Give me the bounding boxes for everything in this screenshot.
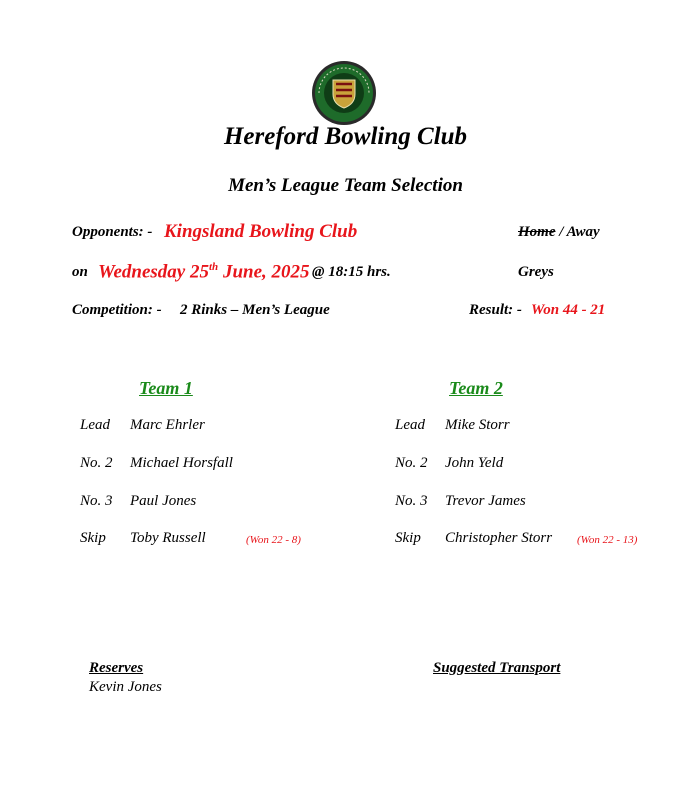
team-1-player-1 bbox=[80, 417, 205, 434]
reserve-name: Kevin Jones bbox=[89, 679, 162, 695]
home-away bbox=[518, 224, 600, 241]
team-2-player-4 bbox=[395, 530, 552, 547]
club-crest-icon bbox=[311, 60, 377, 126]
transport-title: Suggested Transport bbox=[433, 660, 561, 676]
match-result: Won 44 - 21 bbox=[531, 302, 606, 318]
player-name: Marc Ehrler bbox=[130, 417, 205, 433]
team-1-player-3 bbox=[80, 493, 196, 510]
player-position: Skip bbox=[80, 530, 106, 546]
match-time: @ 18:15 hrs. bbox=[312, 264, 391, 280]
team-1-player-2 bbox=[80, 455, 233, 472]
team-2-result: (Won 22 - 13) bbox=[577, 534, 638, 546]
player-position: No. 3 bbox=[395, 493, 428, 509]
player-name: John Yeld bbox=[445, 455, 504, 471]
team-1-result: (Won 22 - 8) bbox=[246, 534, 301, 546]
team-1-player-4 bbox=[80, 530, 206, 547]
player-position: No. 2 bbox=[80, 455, 113, 471]
dress-code: Greys bbox=[518, 264, 554, 280]
player-position: Lead bbox=[395, 417, 425, 433]
reserves-title: Reserves bbox=[89, 660, 144, 676]
opponents-name: Kingsland Bowling Club bbox=[164, 221, 358, 242]
team-2-player-1 bbox=[395, 417, 510, 434]
result-label: Result: - bbox=[469, 302, 522, 318]
team-2-title: Team 2 bbox=[449, 378, 503, 398]
competition-name: 2 Rinks – Men’s League bbox=[180, 302, 330, 318]
player-position: No. 3 bbox=[80, 493, 113, 509]
player-position: Lead bbox=[80, 417, 110, 433]
player-name: Trevor James bbox=[445, 493, 526, 509]
away-label: / Away bbox=[559, 224, 600, 240]
date-prefix: Wednesday 25 bbox=[98, 261, 209, 283]
player-position: Skip bbox=[395, 530, 421, 546]
competition-label: Competition: - bbox=[72, 302, 162, 318]
player-name: Mike Storr bbox=[445, 417, 510, 433]
player-name: Christopher Storr bbox=[445, 530, 553, 546]
home-label: Home bbox=[518, 224, 556, 240]
player-name: Michael Horsfall bbox=[130, 455, 233, 471]
team-2-player-2 bbox=[395, 455, 503, 472]
match-date bbox=[98, 261, 310, 283]
team-1-title: Team 1 bbox=[139, 378, 193, 398]
date-suffix: June, 2025 bbox=[222, 261, 310, 283]
team-2-player-3 bbox=[395, 493, 526, 510]
player-name: Paul Jones bbox=[130, 493, 197, 509]
page-title: Hereford Bowling Club bbox=[223, 123, 468, 150]
player-name: Toby Russell bbox=[130, 530, 206, 546]
date-suffix-sup: th bbox=[209, 261, 219, 273]
player-position: No. 2 bbox=[395, 455, 428, 471]
opponents-label: Opponents: - bbox=[72, 224, 153, 240]
on-label: on bbox=[72, 264, 88, 280]
page-subtitle: Men’s League Team Selection bbox=[228, 175, 463, 196]
